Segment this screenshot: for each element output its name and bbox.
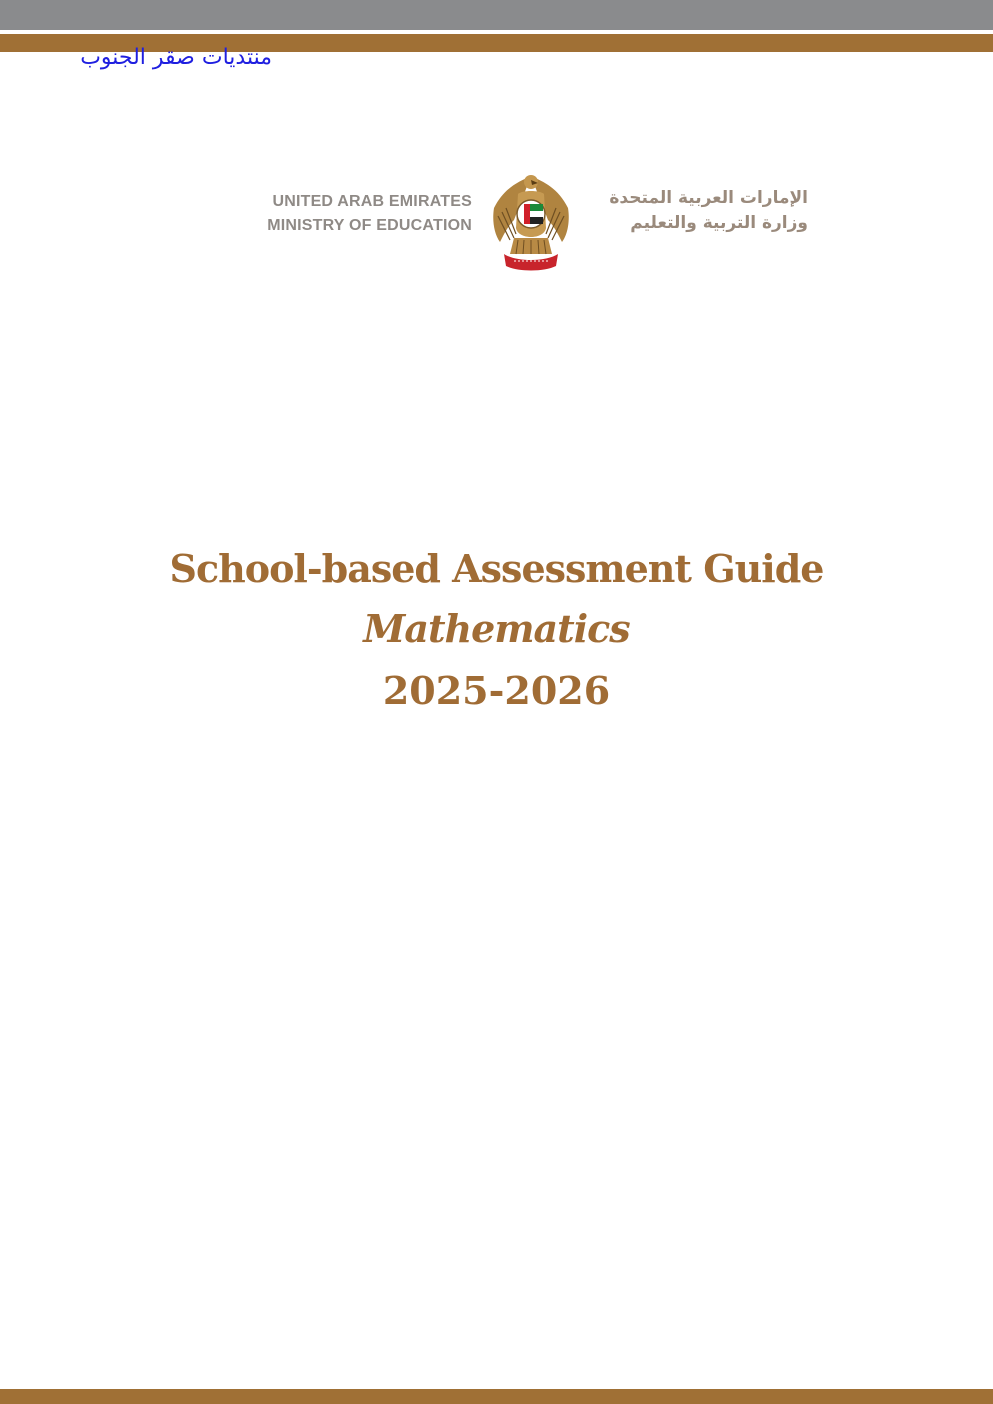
uae-falcon-emblem-icon: [488, 168, 574, 272]
ministry-name-arabic: [588, 186, 808, 236]
english-ministry-name: MINISTRY OF EDUCATION: [267, 217, 472, 234]
cover-title-block: [0, 540, 993, 722]
academic-year: 2025-2026: [382, 668, 611, 713]
document-title: School-based Assessment Guide: [169, 546, 824, 591]
subject-name: Mathematics: [363, 606, 630, 651]
arabic-country-name: الإمارات العربية المتحدة: [609, 188, 808, 208]
ministry-header: [250, 168, 810, 273]
arabic-ministry-name: وزارة التربية والتعليم: [630, 213, 808, 233]
ministry-name-english: [250, 190, 472, 238]
top-divider-line: [0, 31, 993, 33]
bottom-gold-bar: [0, 1389, 993, 1404]
forum-watermark: منتديات صقر الجنوب: [80, 45, 272, 70]
english-country-name: UNITED ARAB EMIRATES: [272, 193, 472, 210]
top-gray-bar: [0, 0, 993, 30]
